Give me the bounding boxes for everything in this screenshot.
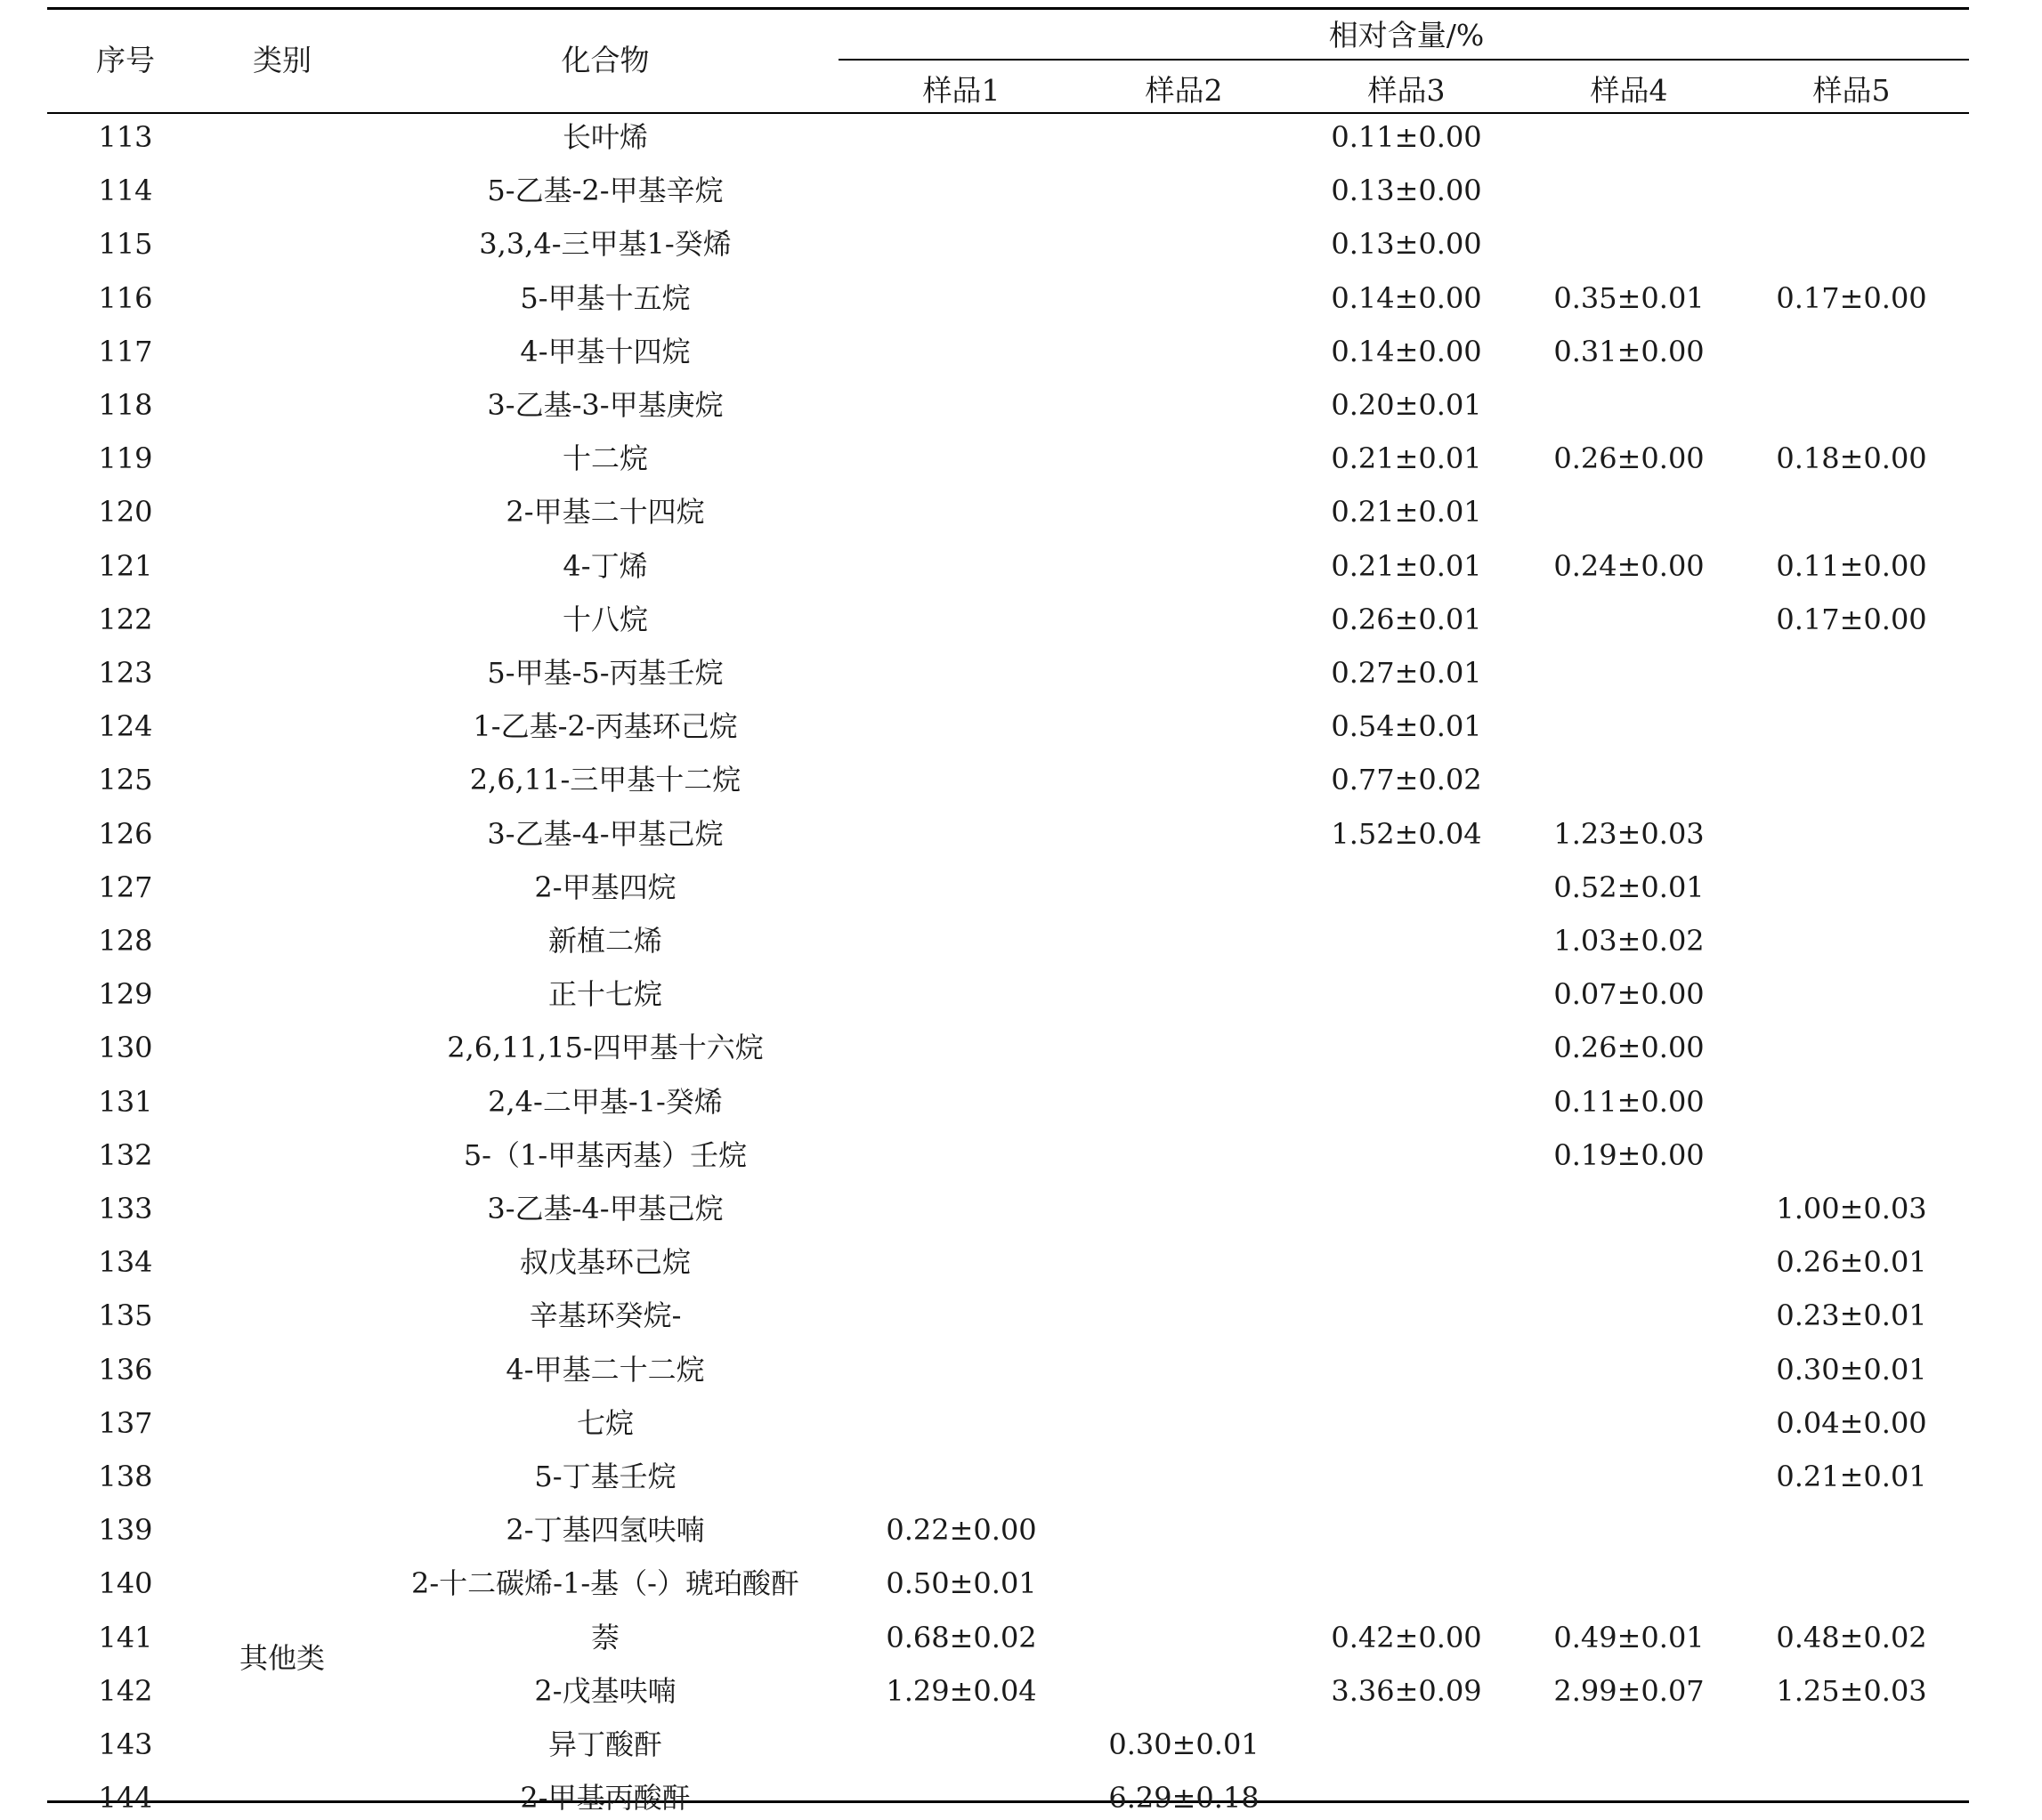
row-sample-3-value: 0.21±0.01 <box>1331 441 1482 476</box>
row-compound: 异丁酸酐 <box>547 1727 663 1761</box>
row-index: 132 <box>98 1137 153 1172</box>
row-sample-3-value: 0.54±0.01 <box>1331 709 1482 744</box>
header-category: 类别 <box>253 43 312 77</box>
row-index: 141 <box>98 1620 153 1654</box>
row-compound: 2-甲基四烷 <box>534 870 677 904</box>
row-index: 131 <box>98 1084 153 1119</box>
row-index: 113 <box>98 120 153 154</box>
row-index: 114 <box>98 174 153 208</box>
row-compound: 十二烷 <box>562 441 649 476</box>
row-sample-4-value: 0.26±0.00 <box>1553 1031 1705 1065</box>
row-compound: 5-丁基壬烷 <box>534 1460 677 1493</box>
row-index: 123 <box>98 656 153 690</box>
row-compound: 3-乙基-3-甲基庚烷 <box>487 388 724 422</box>
row-sample-5-value: 0.04±0.00 <box>1776 1405 1927 1440</box>
row-compound: 4-甲基二十二烷 <box>506 1352 705 1387</box>
row-sample-5-value: 0.30±0.01 <box>1776 1352 1927 1387</box>
row-sample-3-value: 0.14±0.00 <box>1331 334 1482 368</box>
row-sample-3-value: 0.21±0.01 <box>1331 495 1482 530</box>
row-sample-4-value: 0.26±0.00 <box>1553 441 1705 476</box>
row-index: 136 <box>98 1352 153 1387</box>
row-sample-2-value: 0.30±0.01 <box>1108 1727 1260 1761</box>
row-sample-4-value: 2.99±0.07 <box>1553 1673 1705 1708</box>
row-compound: 新植二烯 <box>547 924 663 958</box>
category-label: 其他类 <box>239 1641 326 1675</box>
row-compound: 2,6,11-三甲基十二烷 <box>469 763 741 797</box>
row-index: 121 <box>98 548 153 583</box>
row-sample-4-value: 0.24±0.00 <box>1553 548 1705 583</box>
row-sample-3-value: 1.52±0.04 <box>1331 816 1482 851</box>
row-sample-4-value: 1.23±0.03 <box>1553 816 1705 851</box>
row-compound: 2-甲基二十四烷 <box>506 495 705 530</box>
row-index: 139 <box>98 1513 153 1548</box>
header-sample-3: 样品3 <box>1367 73 1446 108</box>
row-compound: 1-乙基-2-丙基环己烷 <box>473 709 738 744</box>
row-sample-3-value: 0.14±0.00 <box>1331 280 1482 315</box>
row-sample-5-value: 1.00±0.03 <box>1776 1192 1927 1225</box>
row-sample-1-value: 1.29±0.04 <box>886 1673 1037 1708</box>
row-index: 140 <box>98 1566 153 1601</box>
row-index: 127 <box>98 870 153 904</box>
row-compound: 2,6,11,15-四甲基十六烷 <box>447 1031 764 1065</box>
header-sample-5: 样品5 <box>1812 73 1891 108</box>
row-compound: 5-甲基-5-丙基壬烷 <box>487 656 724 690</box>
row-sample-3-value: 0.27±0.01 <box>1331 656 1482 690</box>
row-compound: 3-乙基-4-甲基己烷 <box>487 816 724 851</box>
row-sample-3-value: 0.21±0.01 <box>1331 548 1482 583</box>
header-index: 序号 <box>96 43 155 77</box>
row-sample-5-value: 0.17±0.00 <box>1776 280 1927 315</box>
row-sample-5-value: 0.11±0.00 <box>1776 548 1927 583</box>
row-sample-3-value: 0.77±0.02 <box>1331 763 1482 797</box>
row-sample-2-value: 6.29±0.18 <box>1108 1781 1260 1816</box>
row-index: 135 <box>98 1298 153 1333</box>
row-index: 120 <box>98 495 153 530</box>
row-sample-1-value: 0.22±0.00 <box>886 1513 1037 1548</box>
row-index: 143 <box>98 1727 153 1761</box>
row-sample-3-value: 0.42±0.00 <box>1331 1620 1482 1654</box>
row-sample-3-value: 0.20±0.01 <box>1331 388 1482 422</box>
row-sample-5-value: 0.48±0.02 <box>1776 1620 1927 1654</box>
row-sample-1-value: 0.68±0.02 <box>886 1620 1037 1654</box>
row-compound: 萘 <box>590 1620 620 1654</box>
row-index: 144 <box>98 1781 153 1816</box>
row-sample-4-value: 0.31±0.00 <box>1553 334 1705 368</box>
row-sample-4-value: 0.35±0.01 <box>1553 280 1705 315</box>
row-index: 142 <box>98 1673 153 1708</box>
row-index: 118 <box>98 388 153 422</box>
row-index: 129 <box>98 977 153 1012</box>
row-compound: 3-乙基-4-甲基己烷 <box>487 1192 724 1225</box>
row-compound: 2,4-二甲基-1-癸烯 <box>488 1084 723 1119</box>
row-compound: 4-甲基十四烷 <box>520 334 691 368</box>
row-index: 119 <box>98 441 153 476</box>
row-compound: 2-甲基丙酸酐 <box>520 1781 691 1816</box>
row-index: 126 <box>98 816 153 851</box>
row-index: 138 <box>98 1460 153 1493</box>
row-sample-4-value: 0.11±0.00 <box>1553 1084 1705 1119</box>
row-sample-3-value: 0.13±0.00 <box>1331 174 1482 208</box>
row-compound: 七烷 <box>576 1405 635 1440</box>
header-sample-2: 样品2 <box>1145 73 1223 108</box>
row-compound: 正十七烷 <box>547 977 663 1012</box>
row-index: 116 <box>98 280 153 315</box>
row-sample-5-value: 0.18±0.00 <box>1776 441 1927 476</box>
row-compound: 5-乙基-2-甲基辛烷 <box>487 174 724 208</box>
row-index: 122 <box>98 602 153 636</box>
row-sample-3-value: 3.36±0.09 <box>1331 1673 1482 1708</box>
row-sample-5-value: 0.21±0.01 <box>1776 1460 1927 1493</box>
row-compound: 叔戊基环己烷 <box>519 1245 692 1280</box>
row-sample-4-value: 0.52±0.01 <box>1553 870 1705 904</box>
row-index: 130 <box>98 1031 153 1065</box>
row-sample-5-value: 0.26±0.01 <box>1776 1245 1927 1280</box>
header-compound: 化合物 <box>561 43 650 77</box>
header-sample-4: 样品4 <box>1590 73 1668 108</box>
row-index: 124 <box>98 709 153 744</box>
row-sample-4-value: 1.03±0.02 <box>1553 924 1705 958</box>
row-compound: 长叶烯 <box>562 120 649 154</box>
row-sample-4-value: 0.07±0.00 <box>1553 977 1705 1012</box>
row-sample-3-value: 0.13±0.00 <box>1331 227 1482 262</box>
row-index: 115 <box>98 227 153 262</box>
row-index: 128 <box>98 924 153 958</box>
row-compound: 5-甲基十五烷 <box>520 280 691 315</box>
row-compound: 3,3,4-三甲基1-癸烯 <box>479 227 732 262</box>
header-relative-content: 相对含量/% <box>1328 18 1485 53</box>
row-compound: 5-（1-甲基丙基）壬烷 <box>463 1137 748 1172</box>
row-compound: 2-戊基呋喃 <box>534 1673 677 1708</box>
row-sample-4-value: 0.19±0.00 <box>1553 1137 1705 1172</box>
row-index: 117 <box>98 334 153 368</box>
row-index: 134 <box>98 1245 153 1280</box>
row-sample-4-value: 0.49±0.01 <box>1553 1620 1705 1654</box>
row-index: 133 <box>98 1192 153 1225</box>
row-index: 125 <box>98 763 153 797</box>
row-sample-1-value: 0.50±0.01 <box>886 1566 1037 1601</box>
row-compound: 辛基环癸烷- <box>529 1298 682 1333</box>
row-sample-5-value: 0.17±0.00 <box>1776 602 1927 636</box>
row-sample-3-value: 0.11±0.00 <box>1331 120 1482 154</box>
row-compound: 2-丁基四氢呋喃 <box>506 1513 705 1548</box>
row-sample-3-value: 0.26±0.01 <box>1331 602 1482 636</box>
row-compound: 2-十二碳烯-1-基（-）琥珀酸酐 <box>411 1566 799 1601</box>
row-sample-5-value: 0.23±0.01 <box>1776 1298 1927 1333</box>
row-compound: 十八烷 <box>562 602 649 636</box>
row-sample-5-value: 1.25±0.03 <box>1776 1673 1927 1708</box>
header-sample-1: 样品1 <box>922 73 1001 108</box>
row-index: 137 <box>98 1405 153 1440</box>
row-compound: 4-丁烯 <box>563 548 648 583</box>
